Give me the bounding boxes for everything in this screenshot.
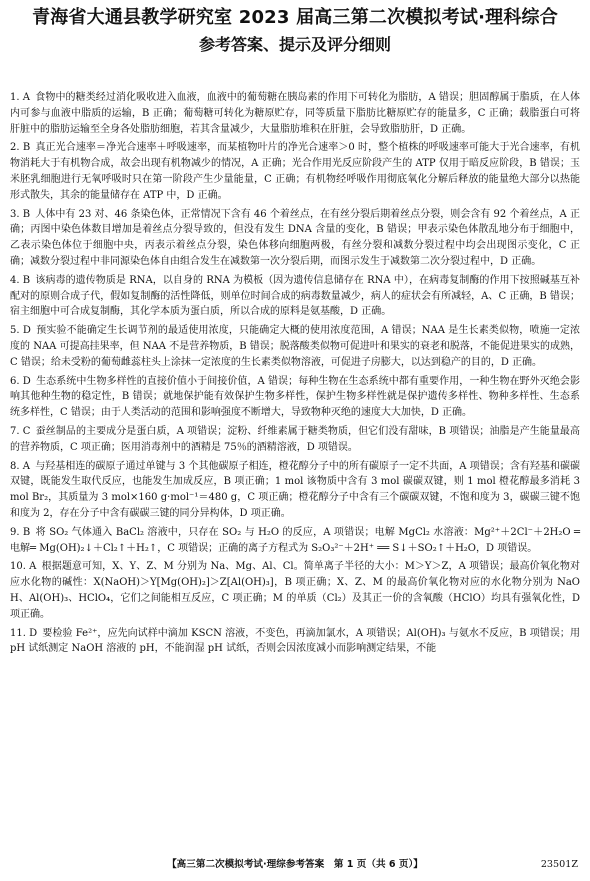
question-number: 7. C: [10, 425, 31, 437]
answer-item: [10, 374, 580, 421]
answer-item: [10, 140, 580, 203]
answer-explanation: 真正光合速率＝净光合速率＋呼吸速率，而某植物叶片的净光合速率＞0 时，整个植株的呼吸速率可能大于光合速率，有机物消耗大于有机物合成，故会出现有机物减少的情况，A 正确；光合作用光反应阶段产生的 ATP 仅用于暗反应阶段，B 错误；玉米胚乳细胞进行无氧呼吸时只在第一阶段产生少量能量，C 正确；有机物经呼吸作用彻底氧化分解后释放的能量绝大部分以热能形式散失，其余的能量储存在 ATP 中，D 正确。: [10, 142, 580, 201]
answer-item: [10, 90, 580, 137]
answer-item: [10, 525, 580, 557]
question-number: 2. B: [10, 142, 31, 154]
question-number: 10. A: [10, 561, 37, 573]
answer-explanation: 人体中有 23 对、46 条染色体，正常情况下含有 46 个着丝点，在有丝分裂后期着丝点分裂，则会含有 92 个着丝点，A 正确；丙图中染色体数目增加是着丝点分裂导致的，但没有发生 DNA 含量的变化，B 错误；甲表示染色体散乱地分布于细胞中，乙表示染色体位于细胞中央，丙表示着丝点分裂，染色体移向细胞两极，有丝分裂和减数分裂过程中均会出现图示变化，C 正确；减数分裂过程中非同源染色体自由组合发生在减数第一次分裂后期，而图示发生于减数第二次分裂过程中，D 正确。: [10, 208, 580, 267]
question-number: 3. B: [10, 208, 31, 220]
answer-explanation: 与羟基相连的碳原子通过单键与 3 个其他碳原子相连，橙花醇分子中的所有碳原子一定不共面，A 项错误；含有羟基和碳碳双键，既能发生取代反应，也能发生加成反应，B 项正确；1 mol 该物质中含有 3 mol 碳碳双键，则 1 mol 橙花醇最多消耗 3 mol Br₂，其质量为 3 mol×160 g·mol⁻¹＝480 g，C 项正确；橙花醇分子中含有三个碳碳双键，不饱和度为 3，碳碳三键不饱和度为 2，存在分子中含有碳碳三键的同分异构体，D 项正确。: [10, 460, 580, 519]
footer-page-info: 【高三第二次模拟考试·理综参考答案 第 1 页（共 6 页）】: [167, 859, 423, 870]
answer-explanation: 食物中的糖类经过消化吸收进入血液，血液中的葡萄糖在胰岛素的作用下可转化为脂肪，A 错误；胆固醇属于脂质，在人体内可参与血液中脂质的运输，B 正确；葡萄糖可转化为糖原贮存，同等质量下脂肪比糖原贮存的能量多，C 正确；载脂蛋白可将肝脏中的脂肪运输至全身各处脂肪细胞，若其含量减少，大量脂肪堆积在肝脏，会导致脂肪肝，D 正确。: [10, 92, 580, 135]
answer-explanation: 将 SO₂ 气体通入 BaCl₂ 溶液中，只存在 SO₂ 与 H₂O 的反应，A 项错误；电解 MgCl₂ 水溶液：Mg²⁺＋2Cl⁻＋2H₂O ═电解═ Mg(OH)₂↓＋Cl₂↑＋H₂↑，C 项错误；正确的离子方程式为 S₂O₃²⁻＋2H⁺ ══ S↓＋SO₂↑＋H₂O，D 项错误。: [10, 526, 581, 554]
answer-item: [10, 273, 580, 320]
answer-item: [10, 459, 580, 522]
answer-item: [10, 559, 580, 622]
footer-code: 23501Z: [540, 859, 578, 870]
question-number: 6. D: [10, 375, 31, 387]
question-number: 8. A: [10, 460, 30, 472]
question-number: 5. D: [10, 325, 31, 337]
answer-explanation: 该病毒的遗传物质是 RNA，以自身的 RNA 为模板（因为遗传信息储存在 RNA 中），在病毒复制酶的作用下按照碱基互补配对的原则合成子代，假如复制酶的活性降低，则单位时间合成的病毒数量减少，病人的症状会有所减轻，A、C 正确，B 错误；宿主细胞中可合成复制酶，其化学本质为蛋白质，所以合成的原料是氨基酸，D 正确。: [10, 274, 580, 318]
answer-explanation: 蚕丝制品的主要成分是蛋白质，A 项错误；淀粉、纤维素属于糖类物质，但它们没有甜味，B 项错误；油脂是产生能量最高的营养物质，C 项正确；医用消毒剂中的酒精是 75％的酒精溶液，D 项错误。: [10, 425, 580, 453]
question-number: 1. A: [10, 92, 31, 103]
question-number: 11. D: [10, 627, 38, 639]
page-title: 青海省大通县教学研究室 2023 届高三第二次模拟考试·理科综合: [32, 7, 558, 28]
question-number: 9. B: [10, 526, 31, 538]
answer-item: [10, 424, 580, 456]
answer-item: [10, 626, 580, 658]
answer-explanation: 根据题意可知，X、Y、Z、M 分别为 Na、Mg、Al、Cl。简单离子半径的大小：M＞Y＞Z，A 项错误；最高价氧化物对应水化物的碱性：X(NaOH)＞Y[Mg(OH)₂]＞Z[Al(OH)₃]，B 项正确；X、Z、M 的最高价氧化物对应的水化物分别为 NaOH、Al(OH)₃、HClO₄，它们之间能相互反应，C 项正确；M 的单质（Cl₂）及其正一价的含氧酸（HClO）均具有强氧化性，D 项正确。: [10, 561, 580, 620]
answer-list: [10, 90, 580, 660]
answer-explanation: 要检验 Fe²⁺，应先向试样中滴加 KSCN 溶液，不变色，再滴加氯水，A 项错误；Al(OH)₃ 与氨水不反应，B 项错误；用 pH 试纸测定 NaOH 溶液的 pH，不能润湿 pH 试纸，否则会因浓度减小而影响测定结果，不能: [10, 627, 580, 655]
answer-explanation: 预实验不能确定生长调节剂的最适使用浓度，只能确定大概的使用浓度范围，A 错误；NAA 是生长素类似物，喷施一定浓度的 NAA 可提高挂果率，但 NAA 不是营养物质，B 错误；脱落酸类似物可促进叶和果实的衰老和脱落，不能促进果实的成熟，C 错误；给未受粉的葡萄雌蕊柱头上涂抹一定浓度的生长素类似物溶液，可促进子房膨大，以达到稳产的目的，D 正确。: [10, 325, 580, 368]
answer-explanation: 生态系统中生物多样性的直接价值小于间接价值，A 错误；每种生物在生态系统中都有重要作用，一种生物在野外灭绝会影响其他种生物的稳定性，B 错误；就地保护能有效保护生物多样性，保护生物多样性就是保护遗传多样性、物种多样性、生态系统多样性，C 错误；由于人类活动的范围和影响强度不断增大，导致物种灭绝的速度大大加快，D 正确。: [10, 375, 580, 419]
answer-item: [10, 207, 580, 270]
page-subtitle: 参考答案、提示及评分细则: [198, 35, 391, 54]
question-number: 4. B: [10, 274, 31, 286]
page-footer: [0, 859, 590, 871]
answer-item: [10, 323, 580, 370]
